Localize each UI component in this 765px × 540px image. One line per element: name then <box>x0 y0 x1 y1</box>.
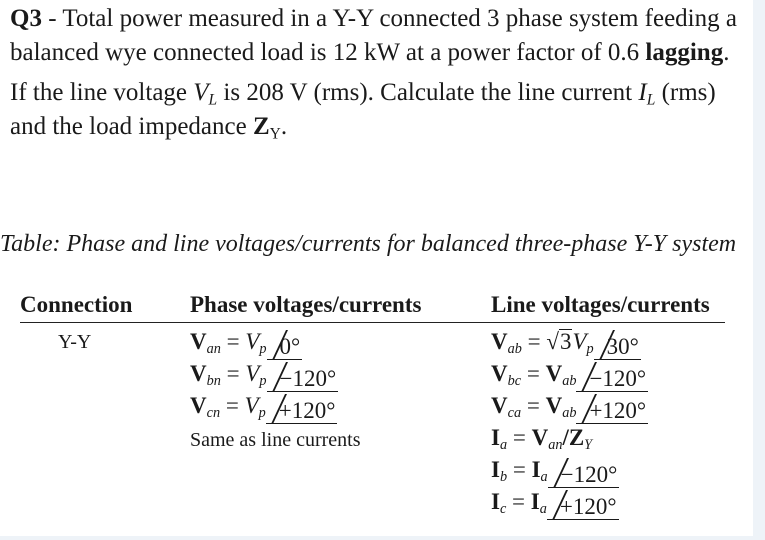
vbc-lhs: V <box>491 361 508 386</box>
question-text-2c: (rms) and the load impedance <box>10 79 716 140</box>
vca-lhs-sub: ca <box>507 404 522 421</box>
question-paragraph-2 <box>10 76 740 144</box>
ib-rhs-sub: a <box>540 468 548 485</box>
sqrt-radicand: 3 <box>559 329 572 354</box>
ic-rhs-sub: a <box>539 500 547 517</box>
van-angle: 0° <box>267 333 303 360</box>
eq-vca <box>491 390 648 422</box>
ic-lhs: I <box>491 489 500 514</box>
ia-slash: / <box>562 425 569 450</box>
vcn-lhs-sub: cn <box>206 404 221 421</box>
eq-ib <box>491 454 648 486</box>
question-text-2a: If the line voltage <box>10 79 194 106</box>
question-paragraph-1 <box>10 2 740 70</box>
question-block <box>10 2 740 144</box>
van-rhs-sub: p <box>259 340 267 357</box>
ia-lhs: I <box>491 425 500 450</box>
vcn-rhs: V <box>244 393 259 418</box>
van-lhs: V <box>190 329 207 354</box>
vcn-angle: +120° <box>266 397 338 424</box>
voltage-current-table <box>20 288 730 519</box>
vbn-angle: −120° <box>267 365 339 392</box>
ia-lhs-sub: a <box>499 436 508 453</box>
vca-eq: = <box>521 393 546 418</box>
ib-lhs-sub: b <box>499 468 508 485</box>
header-rule <box>20 322 725 323</box>
van-lhs-sub: an <box>206 340 221 357</box>
eq-vbc <box>491 358 648 390</box>
ic-angle: +120° <box>547 493 619 520</box>
table-header <box>20 288 730 324</box>
vbc-eq: = <box>521 361 546 386</box>
vbn-lhs: V <box>190 361 207 386</box>
vcn-lhs: V <box>190 393 207 418</box>
eq-van <box>190 326 361 358</box>
line-cell <box>491 326 648 518</box>
vbn-rhs-sub: p <box>259 372 267 389</box>
eq-ic <box>491 486 648 518</box>
header-phase: Phase voltages/currents <box>190 292 422 317</box>
bottom-edge-strip <box>0 536 765 540</box>
vca-angle: +120° <box>576 397 648 424</box>
question-text-2d: . <box>280 113 288 140</box>
zy-subscript: Y <box>269 125 281 143</box>
vca-rhs: V <box>545 393 563 418</box>
same-as-line-currents: Same as line currents <box>190 429 361 451</box>
question-dash: - <box>41 5 63 32</box>
ib-lhs: I <box>491 457 500 482</box>
vab-lhs: V <box>491 329 508 354</box>
vbc-rhs-sub: ab <box>562 372 577 389</box>
ib-rhs: I <box>531 457 541 482</box>
connection-cell: Y-Y <box>58 331 92 353</box>
header-connection: Connection <box>20 292 133 317</box>
vab-rhs-sub: p <box>586 340 594 357</box>
eq-vcn <box>190 390 361 422</box>
vab-angle: 30° <box>594 333 641 360</box>
vl-symbol: V <box>193 79 209 106</box>
question-number: Q3 <box>10 5 42 32</box>
ib-angle: −120° <box>548 461 620 488</box>
ia-den: Z <box>568 425 585 450</box>
phase-cell <box>190 326 361 456</box>
eq-vab <box>491 326 648 358</box>
ia-den-sub: Y <box>584 436 593 453</box>
van-rhs: V <box>245 329 260 354</box>
vl-subscript: L <box>208 91 218 109</box>
lagging-word: lagging <box>645 39 724 66</box>
vab-eq: = <box>521 329 547 354</box>
question-text-1: Total power measured in a Y-Y connected 3 phase system feeding a balanced wye connected load is 12 kW at a power factor of 0.6 <box>10 5 737 66</box>
vab-lhs-sub: ab <box>507 340 522 357</box>
header-line: Line voltages/currents <box>491 292 710 317</box>
vcn-eq: = <box>220 393 245 418</box>
vbc-rhs: V <box>545 361 563 386</box>
vab-rhs: V <box>572 329 587 354</box>
question-text-2b: is 208 V (rms). Calculate the line current <box>217 79 639 106</box>
vbn-eq: = <box>220 361 246 386</box>
ia-rhs: V <box>531 425 549 450</box>
ic-rhs: I <box>530 489 540 514</box>
vbc-angle: −120° <box>576 365 648 392</box>
eq-vbn <box>190 358 361 390</box>
vcn-rhs-sub: p <box>258 404 266 421</box>
van-eq: = <box>220 329 246 354</box>
ib-eq: = <box>507 457 532 482</box>
vbc-lhs-sub: bc <box>507 372 522 389</box>
ia-eq: = <box>507 425 532 450</box>
eq-ia <box>491 422 648 454</box>
ic-lhs-sub: c <box>499 500 507 517</box>
vca-rhs-sub: ab <box>562 404 577 421</box>
il-symbol: I <box>638 79 647 106</box>
right-edge-strip <box>753 0 765 540</box>
vbn-rhs: V <box>245 361 260 386</box>
zy-symbol: Z <box>252 113 270 140</box>
ia-rhs-sub: an <box>548 436 563 453</box>
vca-lhs: V <box>491 393 508 418</box>
question-period: . <box>723 39 730 66</box>
sqrt-symbol: √3 <box>546 329 572 354</box>
table-caption: Table: Phase and line voltages/currents for balanced three-phase Y-Y system <box>0 231 737 257</box>
vbn-lhs-sub: bn <box>206 372 221 389</box>
il-subscript: L <box>646 91 656 109</box>
ic-eq: = <box>506 489 531 514</box>
